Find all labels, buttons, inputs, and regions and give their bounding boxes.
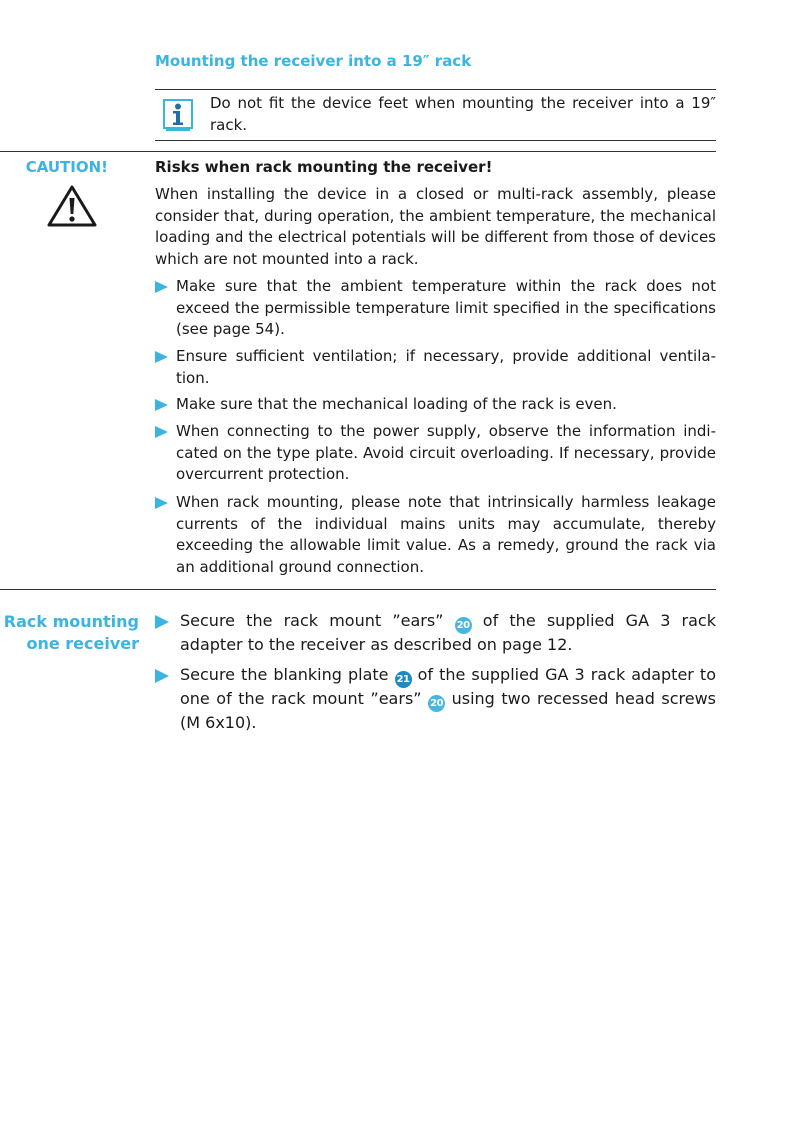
caution-label: CAUTION! (25, 158, 108, 176)
caution-intro: When installing the device in a closed or multi-rack assembly, please consider that, during operation, the ambient temperature, the mechanical loading and the electrical potentials will be different from those of devices which are not mounted into a rack. (155, 185, 716, 268)
caution-bullet (155, 276, 716, 341)
step-text-part: Secure the rack mount ”ears” (180, 611, 455, 630)
info-icon (163, 99, 193, 132)
part-number-badge: 20 (455, 617, 472, 634)
rack-step-2 (155, 664, 716, 734)
bullet-arrow-icon (155, 669, 169, 683)
rack-step-1 (155, 610, 716, 656)
bullet-arrow-icon (155, 615, 169, 629)
section-heading: Mounting the receiver into a 19″ rack (155, 52, 472, 70)
rack-mounting-label-line2: one receiver (26, 634, 139, 653)
caution-title: Risks when rack mounting the receiver! (155, 158, 493, 176)
bullet-arrow-icon (155, 399, 168, 411)
rack-mounting-label (0, 611, 139, 655)
caution-bottom-rule (0, 589, 716, 590)
caution-bullet (155, 394, 716, 416)
bullet-text: Ensure sufficient ventilation; if necessary, provide additional ventila-tion. (176, 347, 716, 387)
warning-icon (46, 184, 98, 228)
step-text-part: of the supplied GA 3 rack adapter to the receiver as described on page 12. (180, 611, 716, 654)
step-text-part: Secure the blanking plate (180, 665, 395, 684)
bullet-arrow-icon (155, 351, 168, 363)
caution-bullet (155, 421, 716, 486)
note-bottom-rule (155, 140, 716, 141)
bullet-text: Make sure that the ambient temperature within the rack does not exceed the permissible temperature limit specified in the specifications (see page 54). (176, 277, 716, 338)
caution-top-rule (0, 151, 716, 152)
note-text: Do not fit the device feet when mounting the receiver into a 19″ rack. (210, 94, 716, 134)
bullet-arrow-icon (155, 281, 168, 293)
caution-bullet (155, 492, 716, 578)
rack-mounting-label-line1: Rack mounting (3, 612, 139, 631)
step-text-part: using two recessed head screws (M 6x10). (180, 689, 717, 732)
part-number-badge: 21 (395, 671, 412, 688)
bullet-arrow-icon (155, 426, 168, 438)
bullet-arrow-icon (155, 497, 168, 509)
note-top-rule (155, 89, 716, 90)
step-text (180, 664, 716, 734)
step-text-part: of the supplied GA 3 rack adapter to one of the rack mount ”ears” (180, 665, 716, 708)
step-text (180, 610, 716, 656)
caution-bullet (155, 346, 716, 389)
bullet-text: When rack mounting, please note that intrinsically harmless leakage currents of the individual mains units may accumulate, thereby exceeding the allowable limit value. As a remedy, ground the rack via an additional ground connection. (176, 493, 716, 576)
bullet-text: When connecting to the power supply, observe the information indi-cated on the type plate. Avoid circuit overloading. If necessary, provide overcurrent protection. (176, 422, 716, 483)
bullet-text: Make sure that the mechanical loading of the rack is even. (176, 395, 617, 413)
part-number-badge: 20 (428, 695, 445, 712)
